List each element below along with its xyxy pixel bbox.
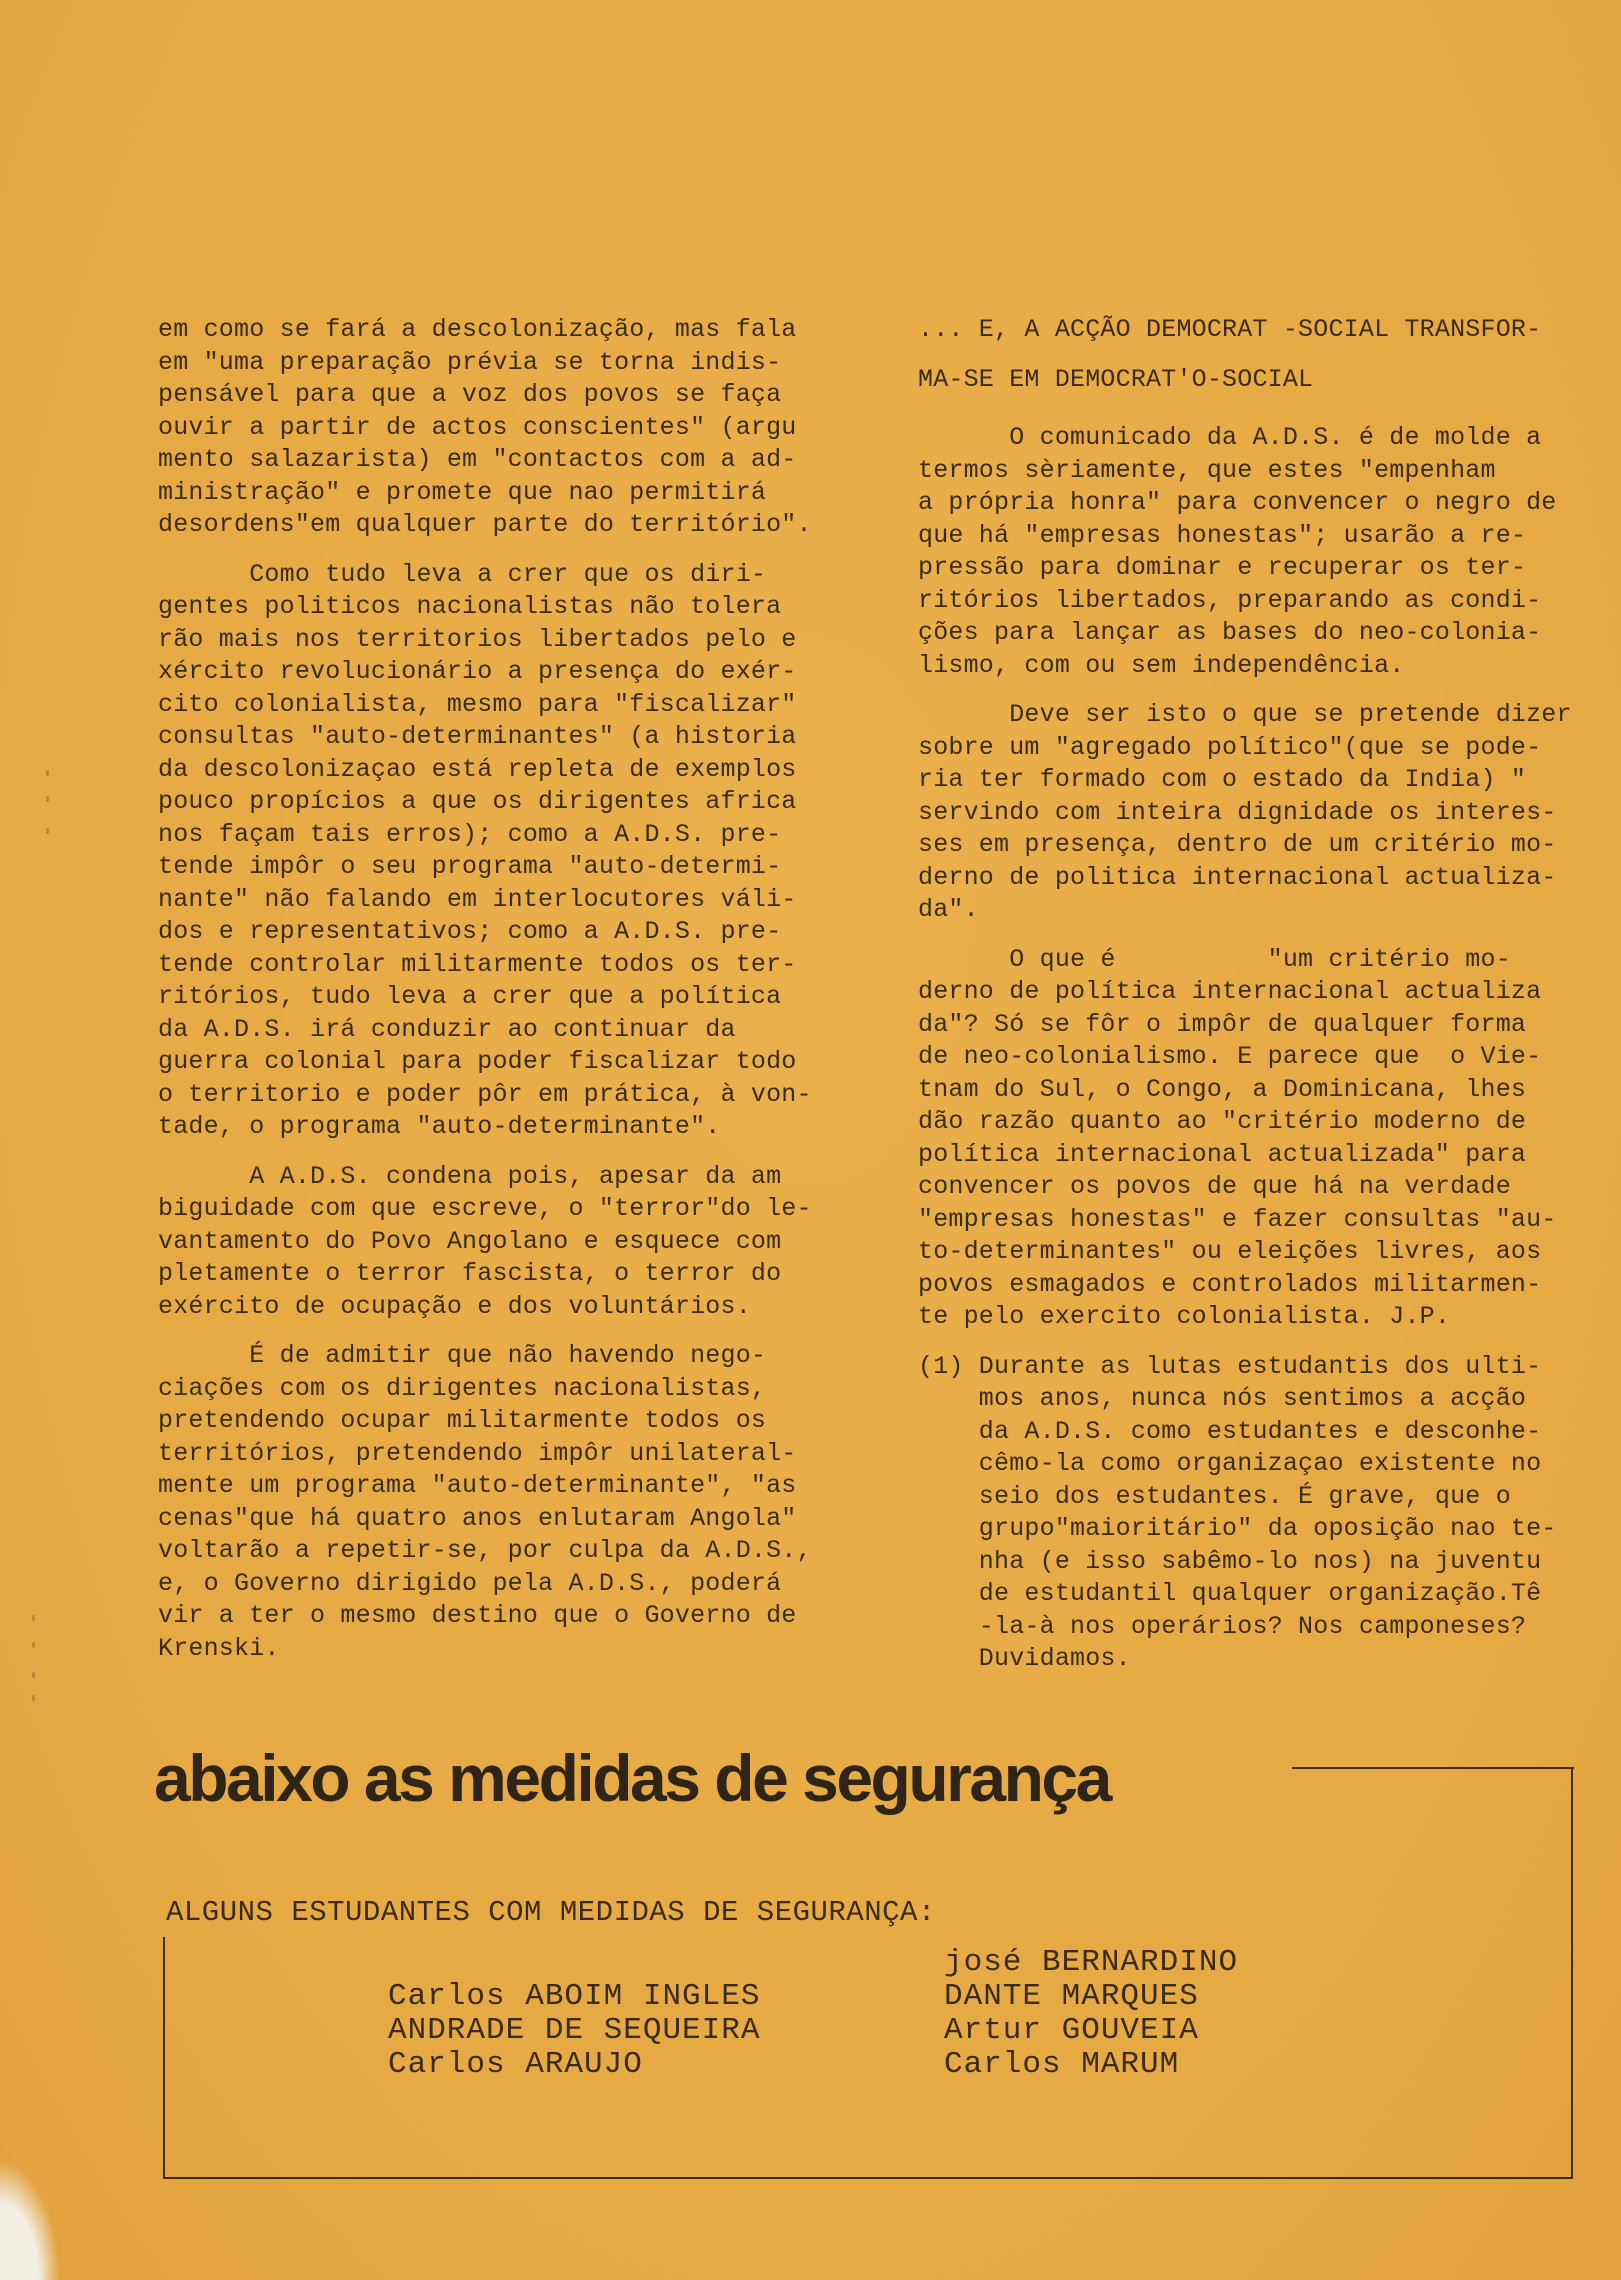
torn-corner xyxy=(0,2160,60,2280)
student-name: Carlos MARUM xyxy=(944,2047,1180,2082)
right-column xyxy=(918,314,1578,1693)
frame-line-left xyxy=(163,1937,165,2179)
frame-line-top xyxy=(1292,1767,1574,1769)
section-heading-line-2: MA-SE EM DEMOCRAT'O-SOCIAL xyxy=(918,364,1314,394)
names-right-list xyxy=(944,1946,1238,2082)
student-name: Carlos ARAUJO xyxy=(388,2047,643,2082)
paper-speck xyxy=(46,828,49,834)
student-name: ANDRADE DE SEQUEIRA xyxy=(388,2013,761,2048)
right-paragraph-1: O comunicado da A.D.S. é de molde a termos sèriamente, que estes "empenham a própria honra" para convencer o negro de que há "empresas honestas"; usarão a re- pressão para dominar e recuperar os ter- ritórios libertados, preparando as condi- ções para lançar as bases do neo-colonia- lismo, com ou sem independência. xyxy=(918,423,1557,680)
paper-speck xyxy=(46,796,49,802)
left-paragraph-1: em como se fará a descolonização, mas fala em "uma preparação prévia se torna indis- pensável para que a voz dos povos se faça ouvir a partir de actos conscientes" (argu mento salazarista) em "contactos com a ad- ministração" e promete que nao permitirá desordens"em qualquer parte do território". xyxy=(158,315,812,539)
box-heading: ALGUNS ESTUDANTES COM MEDIDAS DE SEGURANÇA: xyxy=(166,1896,936,1929)
left-paragraph-3: A A.D.S. condena pois, apesar da am biguidade com que escreve, o "terror"do le- vantamento do Povo Angolano e esquece com pletamente o terror fascista, o terror do exército de ocupação e dos voluntários. xyxy=(158,1161,812,1321)
right-paragraph-3: O que é "um critério mo- derno de política internacional actualiza da"? Só se fôr o impôr de qualquer forma de neo-colonialismo. E parece que o Vie- tnam do Sul, o Congo, a Dominicana, lhes dão razão quanto ao "critério moderno de política internacional actualizada" para convencer os povos de que há na verdade "empresas honestas" e fazer consultas "au- to-determinantes" ou eleições livres, aos povos esmagados e controlados militarmen- te pelo exercito colonialista. J.P. xyxy=(918,944,1557,1331)
paper-speck xyxy=(32,1642,35,1648)
paper-speck xyxy=(32,1615,35,1621)
footnote: (1) Durante as lutas estudantis dos ulti- mos anos, nunca nós sentimos a acção da A.D.S. como estudantes e desconhe- cêmo-la como organizaçao existente no seio dos estudantes. É grave, que o grupo"maioritário" da oposição nao te- nha (e isso sabêmo-lo nos) na juventu de estudantil qualquer organização.Tê -la-à nos operários? Nos camponeses? Duvidamos. xyxy=(918,1351,1557,1673)
student-name: Artur GOUVEIA xyxy=(944,2013,1199,2048)
names-left-list xyxy=(388,1980,760,2082)
left-column xyxy=(158,314,828,1682)
paper-speck xyxy=(46,770,49,776)
frame-line-bottom xyxy=(163,2177,1573,2179)
paper-speck xyxy=(32,1695,35,1701)
student-name: DANTE MARQUES xyxy=(944,1979,1199,2014)
student-name: josé BERNARDINO xyxy=(944,1945,1239,1980)
paper-speck xyxy=(32,1672,35,1678)
left-paragraph-2: Como tudo leva a crer que os diri- gentes politicos nacionalistas não tolera rão mais nos territorios libertados pelo e xército revolucionário a presença do exér- cito colonialista, mesmo para "fiscalizar" consultas "auto-determinantes" (a historia da descolonizaçao está repleta de exemplos pouco propícios a que os dirigentes africa nos façam tais erros); como a A.D.S. pre- tende impôr o seu programa "auto-determi- nante" não falando em interlocutores váli- dos e representativos; como a A.D.S. pre- tende controlar militarmente todos os ter- ritórios, tudo leva a crer que a política da A.D.S. irá conduzir ao continuar da guerra colonial para poder fiscalizar todo o territorio e poder pôr em prática, à von- tade, o programa "auto-determinante". xyxy=(158,559,812,1141)
right-paragraph-2: Deve ser isto o que se pretende dizer sobre um "agregado político"(que se pode- ria ter formado com o estado da India) " servindo com inteira dignidade os interes- ses em presença, dentro de um critério mo- derno de politica internacional actualiza- da". xyxy=(918,700,1572,924)
section-heading-line-1: ... E, A ACÇÃO DEMOCRAT -SOCIAL TRANSFOR- xyxy=(918,315,1542,344)
student-name: Carlos ABOIM INGLES xyxy=(388,1979,761,2014)
left-paragraph-4: É de admitir que não havendo nego- ciações com os dirigentes nacionalistas, pretendendo ocupar militarmente todos os territórios, pretendendo impôr unilateral- mente um programa "auto-determinante", "as cenas"que há quatro anos enlutaram Angola" voltarão a repetir-se, por culpa da A.D.S., e, o Governo dirigido pela A.D.S., poderá vir a ter o mesmo destino que o Governo de Krenski. xyxy=(158,1341,812,1663)
frame-line-right xyxy=(1571,1767,1573,2179)
banner-title: abaixo as medidas de segurança xyxy=(154,1741,1110,1815)
